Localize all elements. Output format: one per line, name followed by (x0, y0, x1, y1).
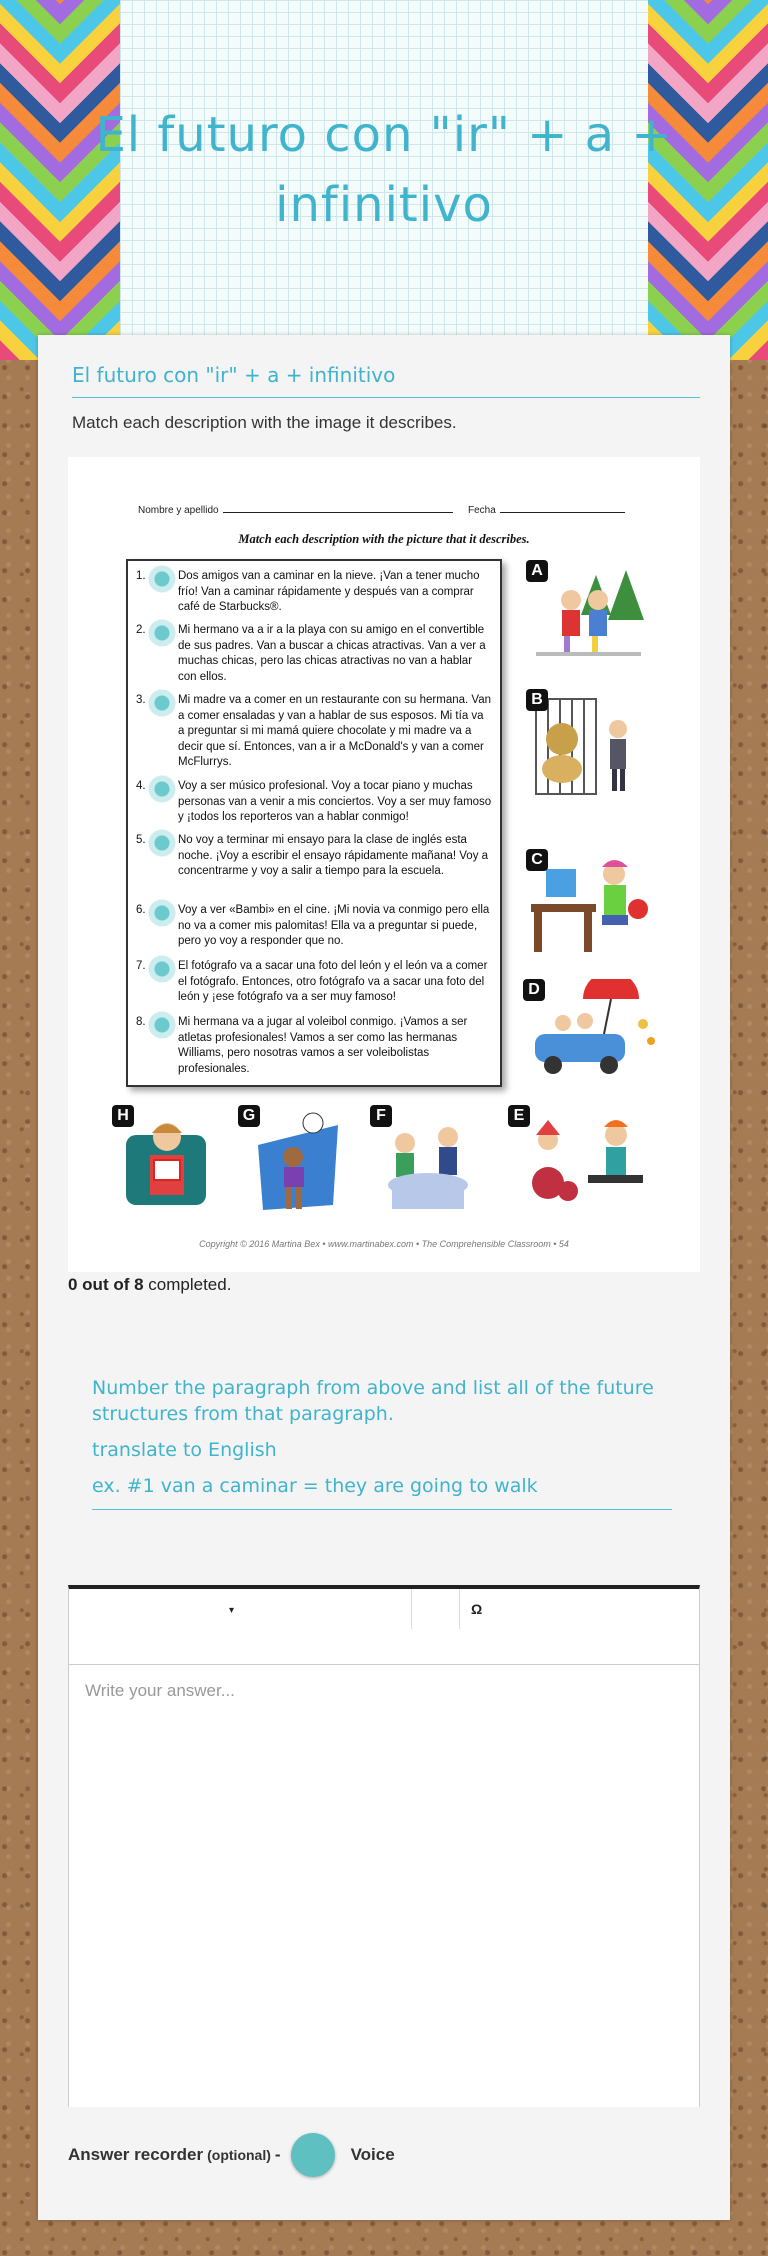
drop-target-3[interactable] (148, 689, 176, 717)
task-prompt (92, 1375, 672, 1510)
progress-count: 0 out of 8 (68, 1275, 144, 1294)
voice-label[interactable]: Voice (350, 2145, 395, 2164)
section-title: El futuro con "ir" + a + infinitivo (72, 363, 700, 398)
page-title: El futuro con "ir" + a + infinitivo (95, 107, 673, 233)
date-field-label: Fecha (468, 505, 625, 516)
name-field-label: Nombre y apellido (138, 505, 453, 516)
drop-target-5[interactable] (148, 829, 176, 857)
answer-editor (68, 1585, 700, 2107)
picture-h[interactable]: H (112, 1105, 232, 1205)
worksheet-heading: Match each description with the picture that it describes. (238, 532, 530, 546)
drop-target-8[interactable] (148, 1011, 176, 1039)
picture-g[interactable]: G (238, 1105, 358, 1205)
worksheet-copyright: Copyright © 2016 Martina Bex • www.martinabex.com • The Comprehensible Classroom • 54 (199, 1239, 569, 1249)
header-banner (0, 0, 768, 360)
prompt-line-3: ex. #1 van a caminar = they are going to walk (92, 1475, 538, 1497)
paragraph-1: 1. Dos amigos van a caminar en la nieve. ¡Van a tener mucho frío! Van a caminar rápidamente y después van a comprar café de Starbucks®. (136, 569, 492, 616)
answer-textarea[interactable] (69, 1665, 699, 2107)
prompt-divider (92, 1509, 672, 1510)
picture-e[interactable]: E (508, 1105, 628, 1205)
drop-target-4[interactable] (148, 775, 176, 803)
record-voice-button[interactable] (291, 2133, 335, 2177)
progress-status: 0 out of 8 completed. (68, 1275, 232, 1294)
prompt-line-1: Number the paragraph from above and list all of the future structures from that paragraph. (92, 1377, 654, 1425)
paragraph-box (126, 559, 502, 1087)
paragraph-7: 7. El fotógrafo va a sacar una foto del león y el león va a comer el fotógrafo. Entonces, otro fotógrafo va a sacar una foto del león y ¡ese fotógrafo va a ser muy famoso! (136, 959, 492, 1006)
recorder-dash: - (274, 2145, 281, 2164)
worksheet-image (68, 457, 700, 1272)
paragraph-3: 3. Mi madre va a comer en un restaurante con su hermana. Van a comer ensaladas y van a hablar de sus esposos. Mi tía va a preguntar si mi mamá quiere chocolate y mi madre va a decir que sí. Entonces, van a ir a McDonald's y van a comer McFlurrys. (136, 693, 492, 771)
drop-target-2[interactable] (148, 619, 176, 647)
recorder-optional: (optional) (207, 2147, 271, 2163)
paragraph-2: 2. Mi hermano va a ir a la playa con su amigo en el convertible de sus padres. Van a buscar a chicas atractivas. Van a ver a muchas chicas, pero las chicas atractivas no van a hablar con ellos. (136, 623, 492, 685)
worksheet-card (38, 335, 730, 2220)
format-dropdown-icon[interactable]: ▾ (229, 1605, 235, 1616)
special-character-button[interactable]: Ω (471, 1601, 483, 1617)
paragraph-5: 5. No voy a terminar mi ensayo para la clase de inglés esta noche. ¡Voy a escribir el ensayo rápidamente mañana! Voy a concentrarme y voy a salir a tiempo para la escuela. (136, 833, 492, 880)
recorder-label: Answer recorder (68, 2145, 204, 2164)
toolbar-divider (459, 1589, 460, 1629)
picture-b[interactable]: B (526, 689, 646, 789)
editor-toolbar (69, 1589, 699, 1665)
picture-f[interactable]: F (370, 1105, 490, 1205)
paragraph-4: 4. Voy a ser músico profesional. Voy a tocar piano y muchas personas van a venir a mis conciertos. Voy a ser muy famoso y ¡todos los reporteros van a hablar conmigo! (136, 779, 492, 826)
picture-d[interactable]: D (523, 979, 643, 1079)
paragraph-8: 8. Mi hermana va a jugar al voleibol conmigo. ¡Vamos a ser atletas profesionales! Vamos a ser como las hermanas Williams, pero nosotras vamos a ser voleibolistas profesionales. (136, 1015, 492, 1077)
answer-recorder (68, 2133, 395, 2177)
picture-c[interactable]: C (526, 849, 646, 949)
picture-a[interactable]: A (526, 560, 646, 660)
drop-target-6[interactable] (148, 899, 176, 927)
toolbar-divider (411, 1589, 412, 1629)
paragraph-6: 6. Voy a ver «Bambi» en el cine. ¡Mi novia va conmigo pero ella no va a comer mis palomitas! Ella va a preguntar si puede, pero yo voy a responder que no. (136, 903, 492, 950)
prompt-line-2: translate to English (92, 1439, 277, 1461)
instructions-text: Match each description with the image it describes. (72, 413, 457, 432)
drop-target-1[interactable] (148, 565, 176, 593)
drop-target-7[interactable] (148, 955, 176, 983)
